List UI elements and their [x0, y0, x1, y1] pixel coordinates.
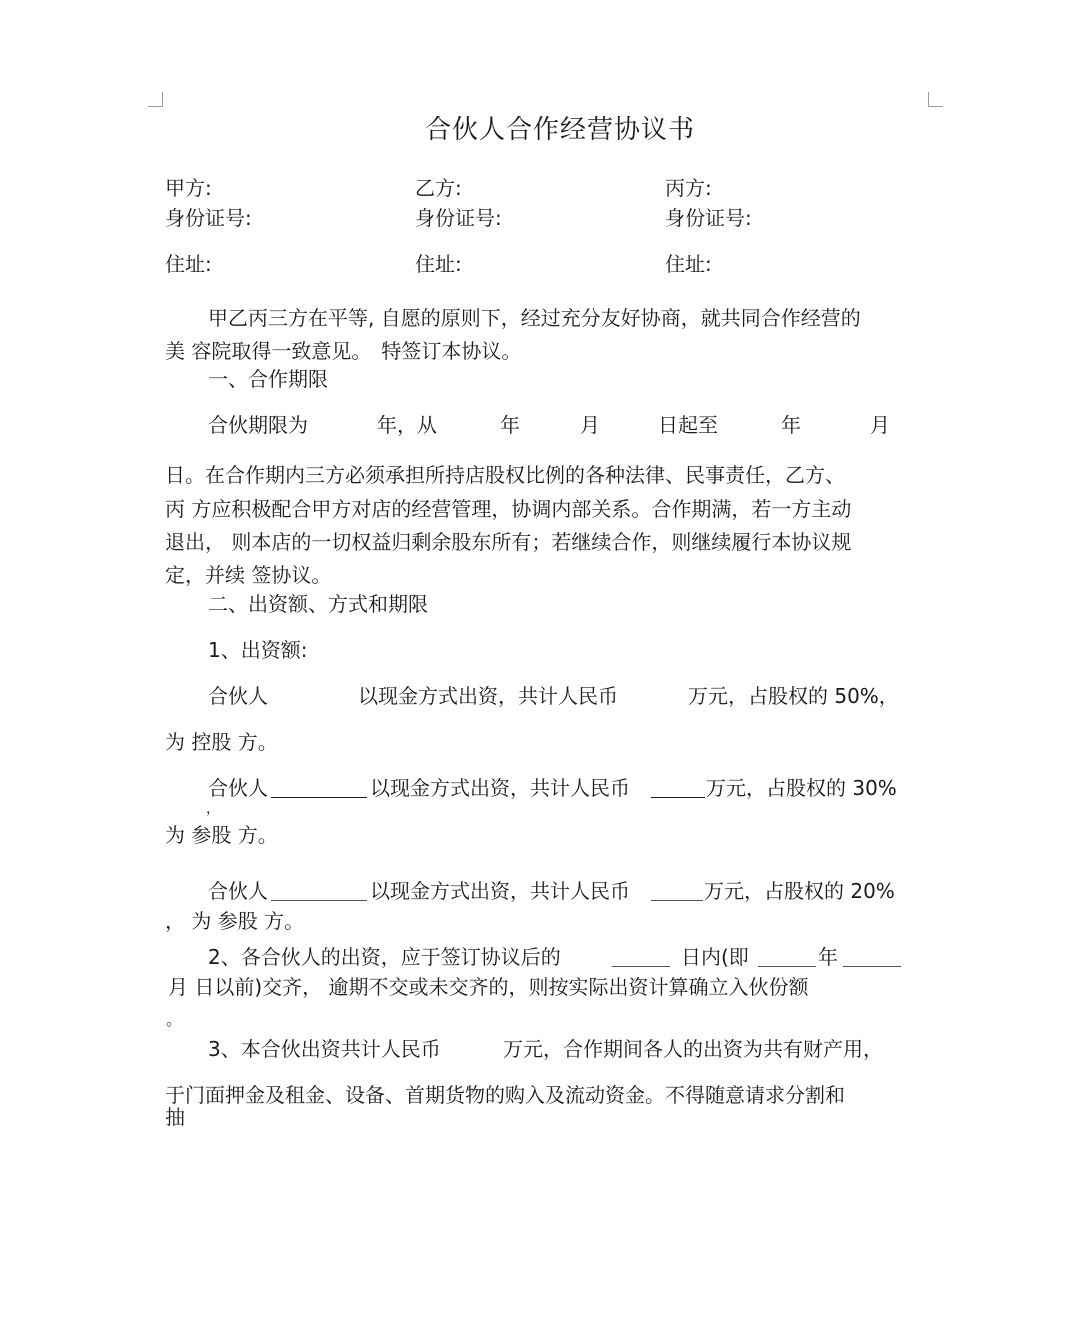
- document-title: 合伙人合作经营协议书: [425, 115, 696, 145]
- term-text: 月: [580, 413, 600, 437]
- paragraph-line: 日。在合作期内三方必须承担所持店股权比例的各种法律、民事责任，乙方、: [165, 463, 845, 487]
- subsection-heading: 1、出资额:: [208, 638, 308, 662]
- paragraph-line: 丙 方应积极配合甲方对店的经营管理，协调内部关系。合作期满，若一方主动: [165, 497, 852, 521]
- term-text: 月: [870, 413, 890, 437]
- partner-role: 为 参股 方。: [165, 823, 278, 847]
- blank-line: [271, 797, 367, 798]
- page-corner-mark-top-left: [148, 92, 163, 107]
- partner-text: 合伙人: [208, 776, 268, 800]
- party-b-id-label: 身份证号:: [415, 206, 502, 230]
- term-text: 年，从: [377, 413, 437, 437]
- partner-role: ， 为 参股 方。: [165, 909, 305, 933]
- term-text: 年: [500, 413, 520, 437]
- party-a-address-label: 住址:: [165, 252, 212, 276]
- paragraph-line: 日内(即: [681, 945, 749, 969]
- partner-text: 以现金方式出资，共计人民币: [370, 879, 630, 903]
- term-text: 合伙期限为: [208, 413, 308, 437]
- paragraph-line: 3、本合伙出资共计人民币: [208, 1037, 441, 1061]
- intro-line: 甲乙丙三方在平等, 自愿的原则下，经过充分友好协商，就共同合作经营的: [208, 306, 861, 330]
- blank-line: [758, 966, 816, 967]
- paragraph-line: 月 日以前)交齐， 逾期不交或未交齐的，则按实际出资计算确立入伙份额: [168, 975, 809, 999]
- partner-role: 为 控股 方。: [165, 730, 278, 754]
- party-c-label: 丙方:: [665, 176, 712, 200]
- section-heading: 二、出资额、方式和期限: [208, 592, 428, 616]
- partner-text: 万元，占股权的 50%，: [688, 684, 899, 708]
- section-heading: 一、合作期限: [208, 367, 328, 391]
- party-b-label: 乙方:: [415, 176, 462, 200]
- paragraph-line: 2、各合伙人的出资，应于签订协议后的: [208, 945, 561, 969]
- blank-line: [651, 900, 703, 901]
- partner-text: 万元，占股权的 20%: [704, 879, 895, 903]
- term-text: 年: [781, 413, 801, 437]
- party-a-id-label: 身份证号:: [165, 206, 252, 230]
- paragraph-line: 定，并续 签协议。: [165, 563, 332, 587]
- paragraph-line: 抽: [165, 1105, 185, 1129]
- punctuation: ，: [206, 801, 220, 817]
- blank-line: [271, 900, 367, 901]
- party-b-address-label: 住址:: [415, 252, 462, 276]
- party-c-id-label: 身份证号:: [665, 206, 752, 230]
- term-text: 日起至: [658, 413, 718, 437]
- blank-line: [651, 797, 705, 798]
- paragraph-line: 。: [166, 1010, 183, 1029]
- page-corner-mark-top-right: [928, 92, 943, 107]
- partner-text: 合伙人: [208, 879, 268, 903]
- blank-line: [843, 966, 901, 967]
- party-c-address-label: 住址:: [665, 252, 712, 276]
- partner-text: 以现金方式出资，共计人民币: [358, 684, 618, 708]
- paragraph-line: 年: [818, 945, 838, 969]
- paragraph-line: 退出， 则本店的一切权益归剩余股东所有；若继续合作，则继续履行本协议规: [165, 530, 852, 554]
- partner-text: 合伙人: [208, 684, 268, 708]
- paragraph-line: 于门面押金及租金、设备、首期货物的购入及流动资金。不得随意请求分割和: [165, 1083, 845, 1107]
- party-a-label: 甲方:: [165, 176, 212, 200]
- partner-text: 以现金方式出资，共计人民币: [370, 776, 630, 800]
- partner-text: 万元，占股权的 30%: [706, 776, 897, 800]
- intro-line: 美 容院取得一致意见。 特签订本协议。: [165, 339, 522, 363]
- paragraph-line: 万元，合作期间各人的出资为共有财产用，: [503, 1037, 883, 1061]
- blank-line: [612, 966, 670, 967]
